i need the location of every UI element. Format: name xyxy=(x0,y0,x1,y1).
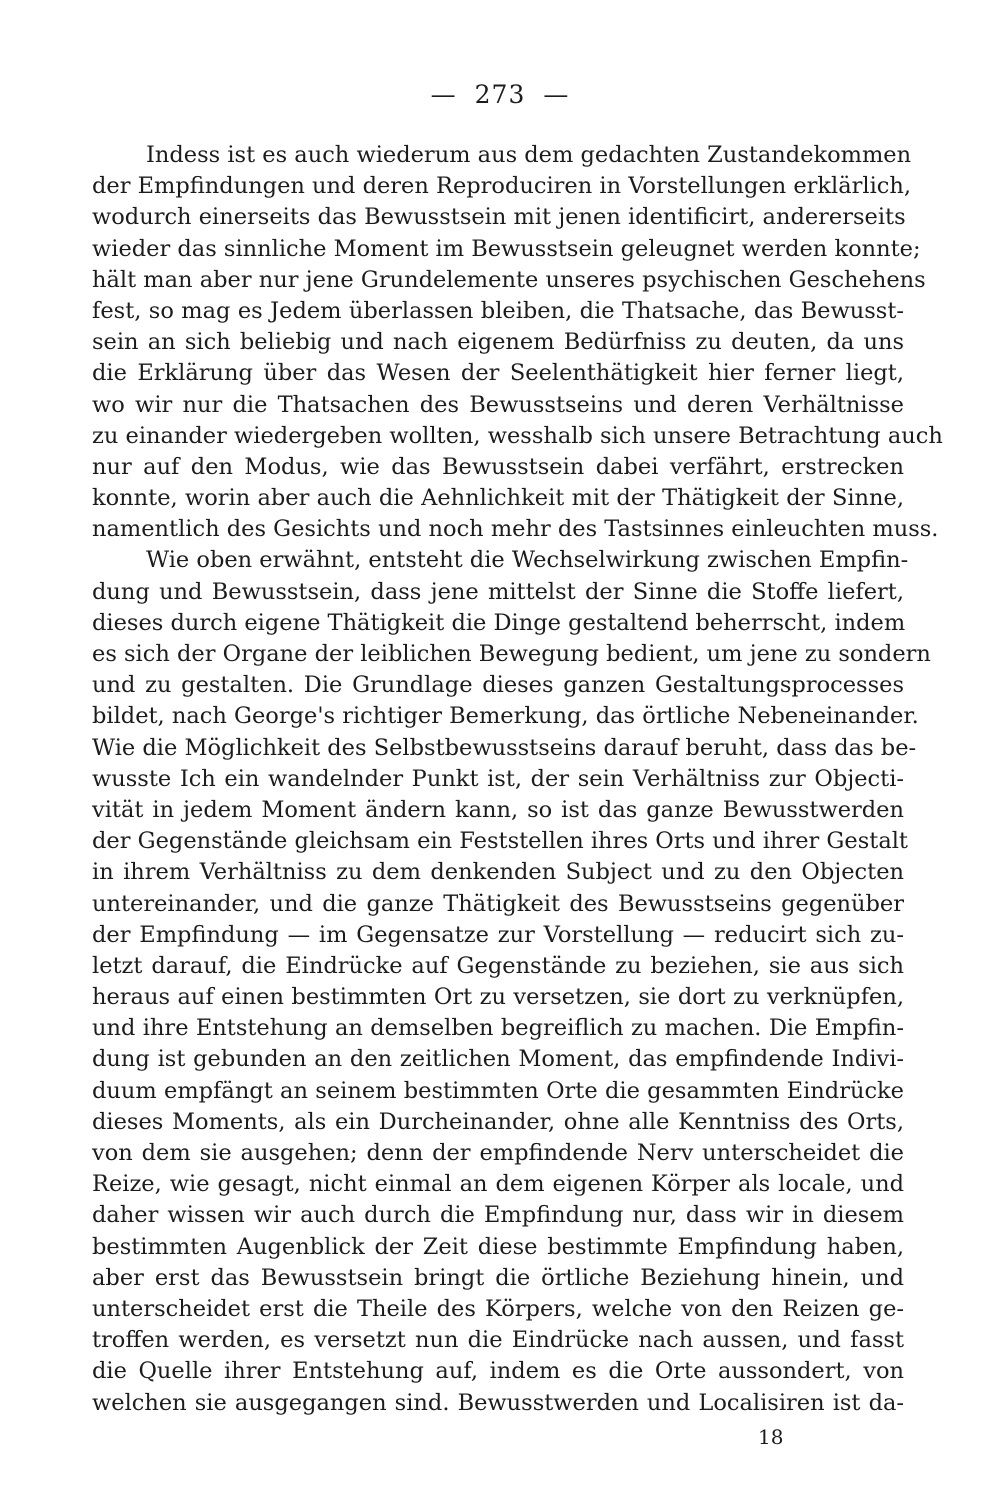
text-line: die Erklärung über das Wesen der Seelenthätigkeit hier ferner liegt, xyxy=(92,360,904,387)
text-line: welchen sie ausgegangen sind. Bewusstwerden und Localisiren ist da- xyxy=(92,1389,904,1416)
text-line: Reize, wie gesagt, nicht einmal an dem eigenen Körper als locale, und xyxy=(92,1171,904,1198)
text-line: Wie die Möglichkeit des Selbstbewusstseins darauf beruht, dass das be- xyxy=(92,734,917,761)
text-line: daher wissen wir auch durch die Empfindung nur, dass wir in diesem xyxy=(92,1202,904,1229)
text-line: die Quelle ihrer Entstehung auf, indem es die Orte aussondert, von xyxy=(92,1358,904,1385)
text-line: sein an sich beliebig und nach eigenem Bedürfniss zu deuten, da uns xyxy=(92,329,904,356)
text-line: bestimmten Augenblick der Zeit diese bestimmte Empfindung haben, xyxy=(92,1233,904,1260)
text-line: von dem sie ausgehen; denn der empfindende Nerv unterscheidet die xyxy=(92,1140,904,1166)
text-line: letzt darauf, die Eindrücke auf Gegenstände zu beziehen, sie aus sich xyxy=(92,952,904,979)
text-line: unterscheidet erst die Theile des Körpers, welche von den Reizen ge- xyxy=(92,1295,904,1322)
text-line: dieses durch eigene Thätigkeit die Dinge gestaltend beherrscht, indem xyxy=(92,609,906,636)
page-header xyxy=(0,80,1000,109)
paragraph-2 xyxy=(92,545,931,1418)
text-line: dung und Bewusstsein, dass jene mittelst der Sinne die Stoffe liefert, xyxy=(92,578,904,605)
text-line: Wie oben erwähnt, entsteht die Wechselwirkung zwischen Empfin- xyxy=(146,547,909,574)
text-line: dieses Moments, als ein Durcheinander, ohne alle Kenntniss des Orts, xyxy=(92,1108,904,1135)
text-line: der Gegenstände gleichsam ein Feststellen ihres Orts und ihrer Gestalt xyxy=(92,828,908,855)
text-line: und zu gestalten. Die Grundlage dieses ganzen Gestaltungsprocesses xyxy=(92,672,904,699)
text-line: duum empfängt an seinem bestimmten Orte die gesammten Eindrücke xyxy=(92,1077,904,1104)
text-line: wo wir nur die Thatsachen des Bewusstseins und deren Verhältnisse xyxy=(92,391,904,418)
text-line: es sich der Organe der leiblichen Bewegung bedient, um jene zu sondern xyxy=(92,641,931,667)
text-line: konnte, worin aber auch die Aehnlichkeit mit der Thätigkeit der Sinne, xyxy=(92,485,904,512)
text-line: fest, so mag es Jedem überlassen bleiben, die Thatsache, das Bewusst- xyxy=(92,297,904,324)
body-text xyxy=(92,140,943,1419)
text-line: und ihre Entstehung an demselben begreiflich zu machen. Die Empfin- xyxy=(92,1015,904,1042)
text-line: namentlich des Gesichts und noch mehr des Tastsinnes einleuchten muss. xyxy=(92,516,939,543)
text-line: wodurch einerseits das Bewusstsein mit jenen identificirt, andererseits xyxy=(92,204,906,231)
signature-mark: 18 xyxy=(758,1425,784,1449)
text-line: heraus auf einen bestimmten Ort zu versetzen, sie dort zu verknüpfen, xyxy=(92,984,904,1011)
paragraph-1 xyxy=(92,140,943,545)
text-line: untereinander, und die ganze Thätigkeit des Bewusstseins gegenüber xyxy=(92,890,904,917)
text-line: in ihrem Verhältniss zu dem denkenden Subject und zu den Objecten xyxy=(92,859,904,886)
text-line: troffen werden, es versetzt nun die Eindrücke nach aussen, und fasst xyxy=(92,1327,904,1354)
text-line: wusste Ich ein wandelnder Punkt ist, der sein Verhältniss zur Objecti- xyxy=(92,765,904,792)
text-line: bildet, nach George's richtiger Bemerkung, das örtliche Nebeneinander. xyxy=(92,703,919,730)
text-line: Indess ist es auch wiederum aus dem gedachten Zustandekommen xyxy=(146,142,912,168)
page-number: 273 xyxy=(474,80,526,109)
text-line: aber erst das Bewusstsein bringt die örtliche Beziehung hinein, und xyxy=(92,1264,904,1291)
text-line: der Empfindungen und deren Reproduciren in Vorstellungen erklärlich, xyxy=(92,173,912,200)
text-line: zu einander wiedergeben wollten, wesshalb sich unsere Betrachtung auch xyxy=(92,422,943,449)
text-line: vität in jedem Moment ändern kann, so ist das ganze Bewusstwerden xyxy=(92,796,904,823)
header-dash-right: — xyxy=(543,80,570,109)
text-line: wieder das sinnliche Moment im Bewusstsein geleugnet werden konnte; xyxy=(92,235,921,262)
text-line: nur auf den Modus, wie das Bewusstsein dabei verfährt, erstrecken xyxy=(92,453,904,480)
text-line: hält man aber nur jene Grundelemente unseres psychischen Geschehens xyxy=(92,266,926,293)
header-dash-left: — xyxy=(430,80,457,109)
text-line: dung ist gebunden an den zeitlichen Moment, das empfindende Indivi- xyxy=(92,1046,904,1073)
text-line: der Empfindung — im Gegensatze zur Vorstellung — reducirt sich zu- xyxy=(92,921,904,948)
